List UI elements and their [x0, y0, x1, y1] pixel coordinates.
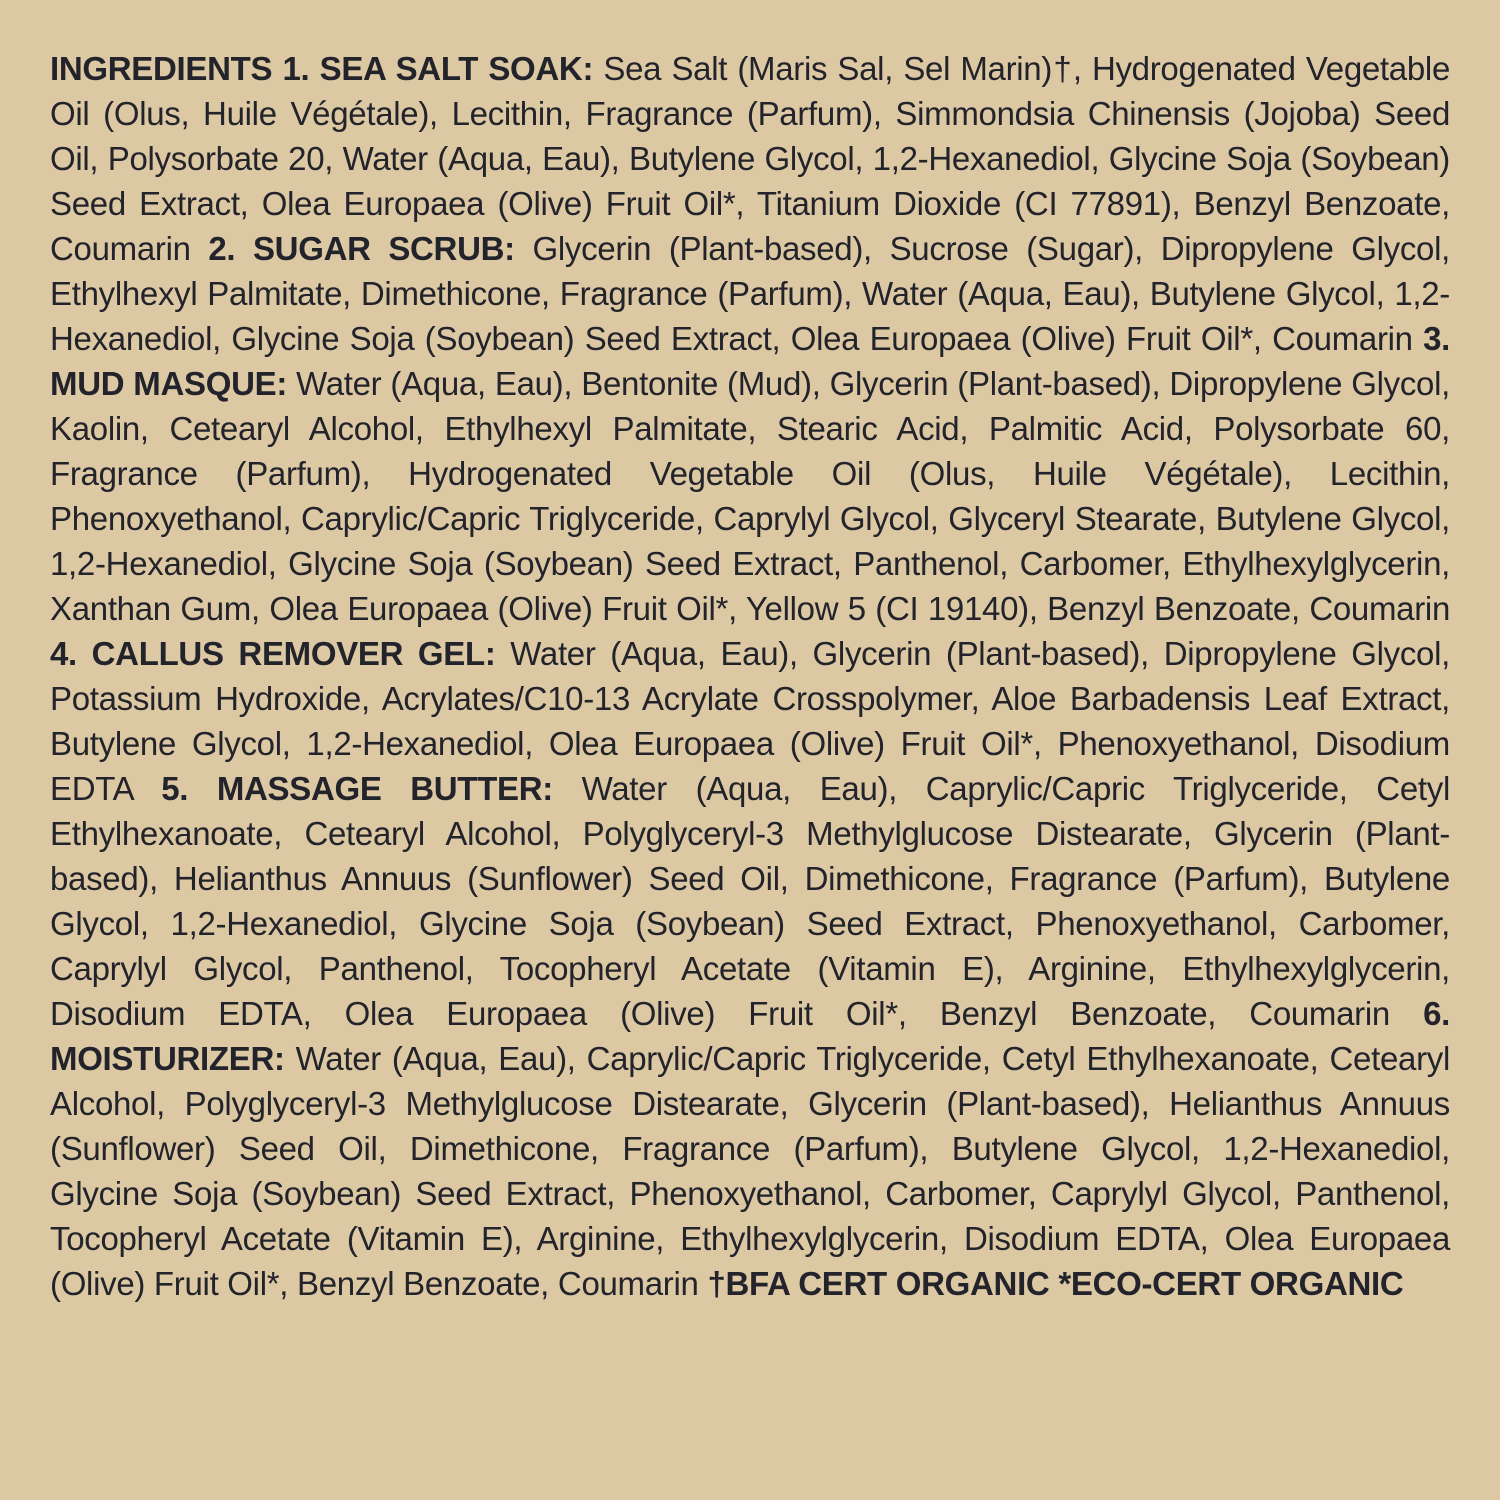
section-header: 4. CALLUS REMOVER GEL: — [50, 635, 496, 672]
ingredient-list-text: Water (Aqua, Eau), Glycerin (Plant-based), Dipropylene Glycol, Potassium Hydroxide, Acrylates/C10-13 Acrylate Crosspolymer, Aloe Barbadensis Leaf Extract, Butylene Glycol, 1,2-Hexanediol, Olea Europaea (Olive) Fruit Oil*, Phenoxyethanol, Disodium EDTA — [50, 635, 1450, 807]
section-header: 6. MOISTURIZER: — [50, 995, 1450, 1077]
ingredients-panel — [50, 46, 1450, 1306]
ingredient-list-text: Water (Aqua, Eau), Bentonite (Mud), Glycerin (Plant-based), Dipropylene Glycol, Kaolin, Cetearyl Alcohol, Ethylhexyl Palmitate, Stearic Acid, Palmitic Acid, Polysorbate 60, Fragrance (Parfum), Hydrogenated Vegetable Oil (Olus, Huile Végétale), Lecithin, Phenoxyethanol, Caprylic/Capric Triglyceride, Caprylyl Glycol, Glyceryl Stearate, Butylene Glycol, 1,2-Hexanediol, Glycine Soja (Soybean) Seed Extract, Panthenol, Carbomer, Ethylhexylglycerin, Xanthan Gum, Olea Europaea (Olive) Fruit Oil*, Yellow 5 (CI 19140), Benzyl Benzoate, Coumarin — [50, 365, 1450, 627]
ingredient-list-text: Glycerin (Plant-based), Sucrose (Sugar), Dipropylene Glycol, Ethylhexyl Palmitate, Dimethicone, Fragrance (Parfum), Water (Aqua, Eau), Butylene Glycol, 1,2-Hexanediol, Glycine Soja (Soybean) Seed Extract, Olea Europaea (Olive) Fruit Oil*, Coumarin — [50, 230, 1450, 357]
ingredient-list-text: Water (Aqua, Eau), Caprylic/Capric Triglyceride, Cetyl Ethylhexanoate, Cetearyl Alcohol, Polyglyceryl-3 Methylglucose Distearate, Glycerin (Plant-based), Helianthus Annuus (Sunflower) Seed Oil, Dimethicone, Fragrance (Parfum), Butylene Glycol, 1,2-Hexanediol, Glycine Soja (Soybean) Seed Extract, Phenoxyethanol, Carbomer, Caprylyl Glycol, Panthenol, Tocopheryl Acetate (Vitamin E), Arginine, Ethylhexylglycerin, Disodium EDTA, Olea Europaea (Olive) Fruit Oil*, Benzyl Benzoate, Coumarin — [50, 770, 1450, 1032]
ingredient-list-text: Water (Aqua, Eau), Caprylic/Capric Triglyceride, Cetyl Ethylhexanoate, Cetearyl Alcohol, Polyglyceryl-3 Methylglucose Distearate, Glycerin (Plant-based), Helianthus Annuus (Sunflower) Seed Oil, Dimethicone, Fragrance (Parfum), Butylene Glycol, 1,2-Hexanediol, Glycine Soja (Soybean) Seed Extract, Phenoxyethanol, Carbomer, Caprylyl Glycol, Panthenol, Tocopheryl Acetate (Vitamin E), Arginine, Ethylhexylglycerin, Disodium EDTA, Olea Europaea (Olive) Fruit Oil*, Benzyl Benzoate, Coumarin — [50, 1040, 1450, 1302]
section-header: 2. SUGAR SCRUB: — [208, 230, 515, 267]
section-header: 3. MUD MASQUE: — [50, 320, 1450, 402]
ingredient-list-text: Sea Salt (Maris Sal, Sel Marin)†, Hydrogenated Vegetable Oil (Olus, Huile Végétale), Lecithin, Fragrance (Parfum), Simmondsia Chinensis (Jojoba) Seed Oil, Polysorbate 20, Water (Aqua, Eau), Butylene Glycol, 1,2-Hexanediol, Glycine Soja (Soybean) Seed Extract, Olea Europaea (Olive) Fruit Oil*, Titanium Dioxide (CI 77891), Benzyl Benzoate, Coumarin — [50, 50, 1450, 267]
section-header: †BFA CERT ORGANIC *ECO-CERT ORGANIC — [707, 1265, 1404, 1302]
ingredients-text — [50, 46, 1450, 1306]
section-header: INGREDIENTS 1. SEA SALT SOAK: — [50, 50, 594, 87]
section-header: 5. MASSAGE BUTTER: — [161, 770, 553, 807]
